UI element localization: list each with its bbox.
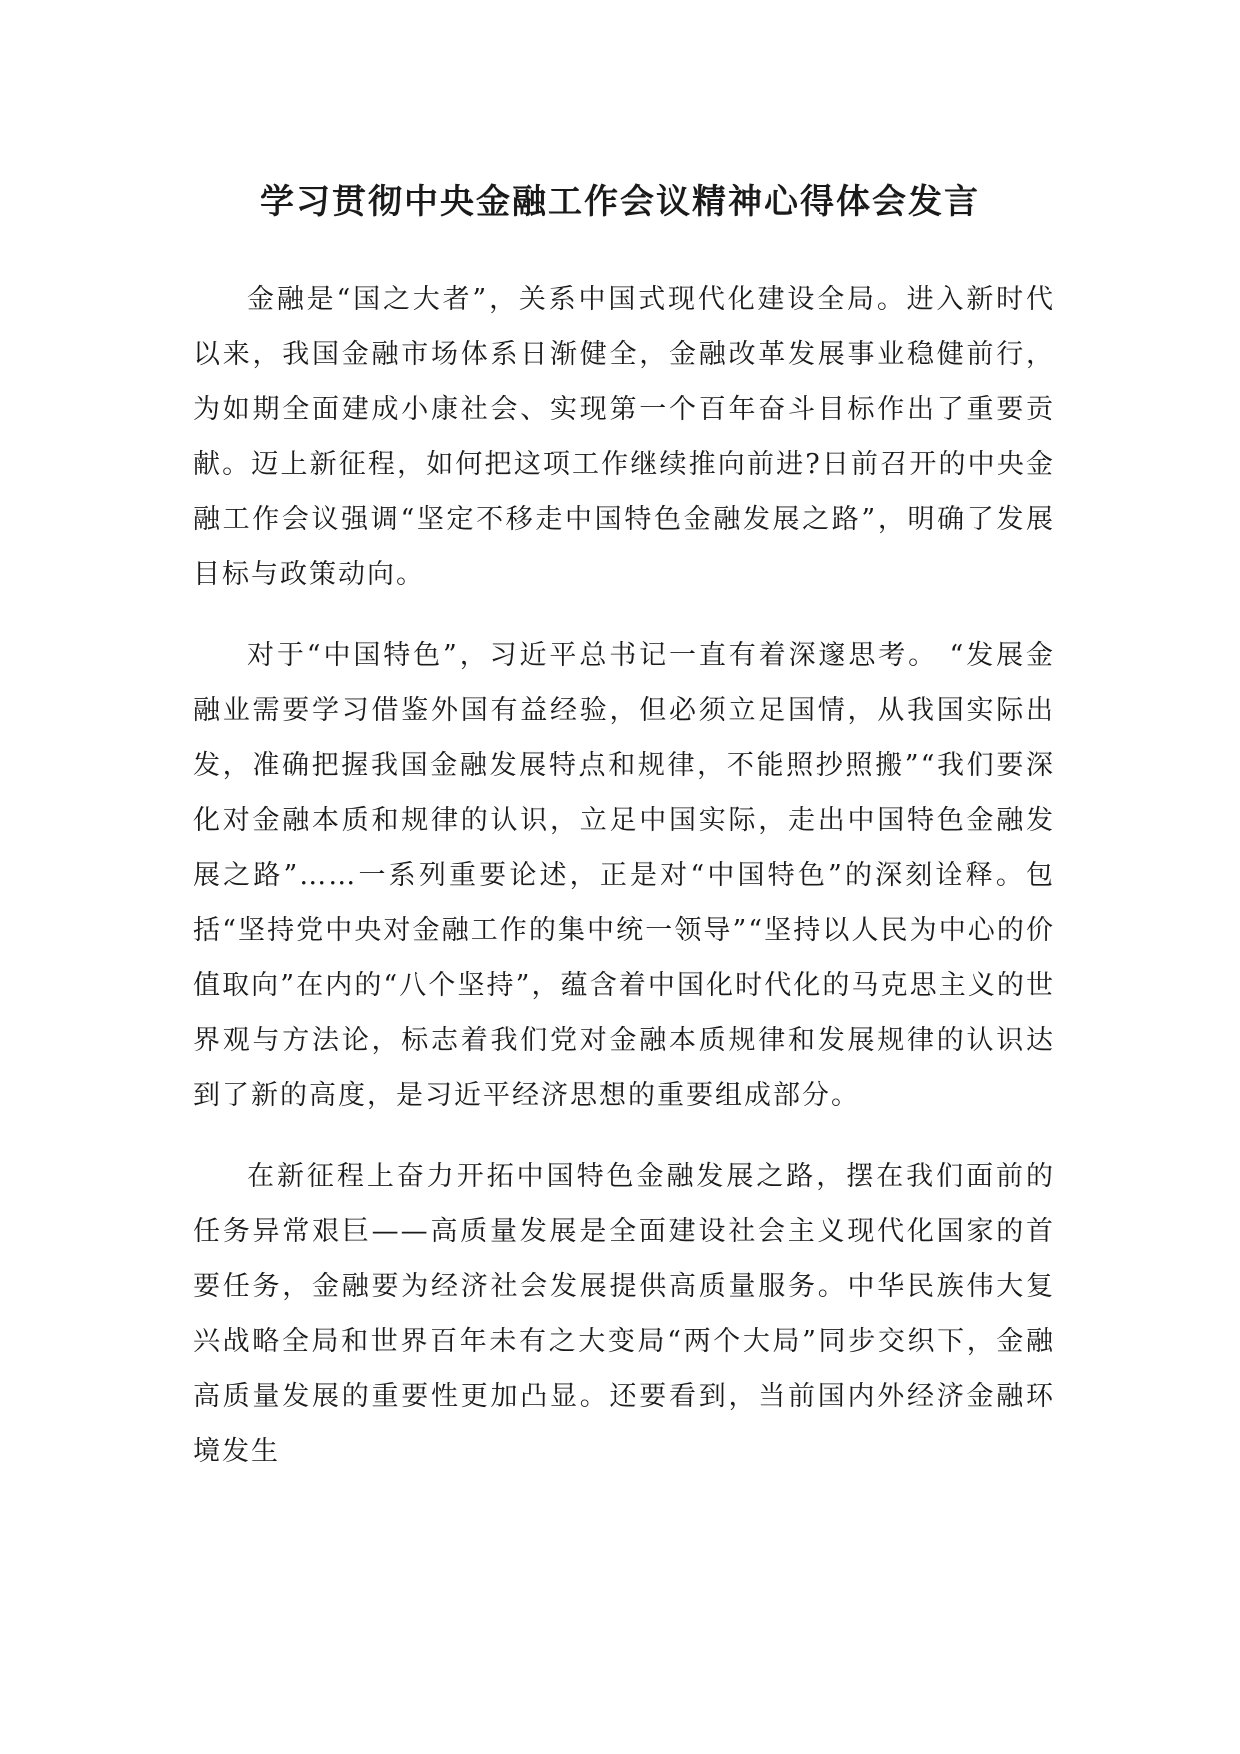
paragraph-1: 金融是“国之大者”，关系中国式现代化建设全局。进入新时代以来，我国金融市场体系日渐健全，金融改革发展事业稳健前行，为如期全面建成小康社会、实现第一个百年奋斗目标作出了重要贡献。迈上新征程，如何把这项工作继续推向前进?日前召开的中央金融工作会议强调“坚定不移走中国特色金融发展之路”，明确了发展目标与政策动向。 [193,284,1055,590]
paragraph-3: 在新征程上奋力开拓中国特色金融发展之路，摆在我们面前的任务异常艰巨——高质量发展是全面建设社会主义现代化国家的首要任务，金融要为经济社会发展提供高质量服务。中华民族伟大复兴战略全局和世界百年未有之大变局“两个大局”同步交织下，金融高质量发展的重要性更加凸显。还要看到，当前国内外经济金融环境发生 [193,1161,1055,1467]
document-body [193,272,1055,1505]
document-title: 学习贯彻中央金融工作会议精神心得体会发言 [260,182,980,222]
paragraph-2: 对于“中国特色”，习近平总书记一直有着深邃思考。 “发展金融业需要学习借鉴外国有益经验，但必须立足国情，从我国实际出发，准确把握我国金融发展特点和规律，不能照抄照搬”“我们要深化对金融本质和规律的认识，立足中国实际，走出中国特色金融发展之路”……一系列重要论述，正是对“中国特色”的深刻诠释。包括“坚持党中央对金融工作的集中统一领导”“坚持以人民为中心的价值取向”在内的“八个坚持”，蕴含着中国化时代化的马克思主义的世界观与方法论，标志着我们党对金融本质规律和发展规律的认识达到了新的高度，是习近平经济思想的重要组成部分。 [193,640,1055,1111]
